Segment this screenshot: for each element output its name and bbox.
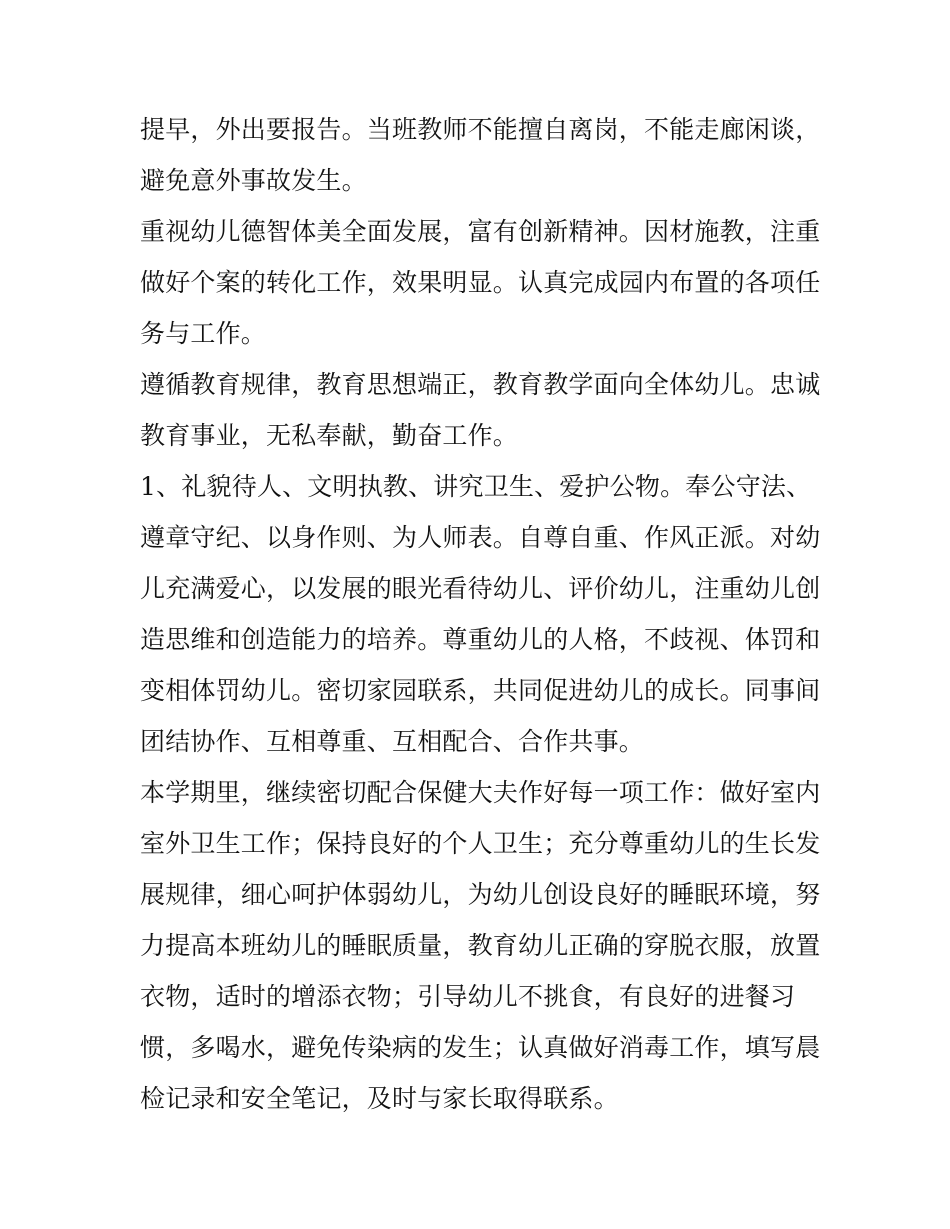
text-line: 本学期里，继续密切配合保健大夫作好每一项工作：做好室内 — [140, 778, 821, 807]
text-line: 室外卫生工作；保持良好的个人卫生；充分尊重幼儿的生长发 — [140, 829, 821, 858]
text-line: 儿充满爱心，以发展的眼光看待幼儿、评价幼儿，注重幼儿创 — [140, 574, 821, 603]
text-line: 1、礼貌待人、文明执教、讲究卫生、爱护公物。奉公守法、 — [140, 472, 812, 501]
text-line: 惯，多喝水，避免传染病的发生；认真做好消毒工作，填写晨 — [140, 1033, 821, 1062]
paragraph-5 — [140, 767, 820, 1124]
text-line: 团结协作、互相尊重、互相配合、合作共事。 — [140, 727, 645, 756]
text-line: 做好个案的转化工作，效果明显。认真完成园内布置的各项任 — [140, 268, 821, 297]
paragraph-2 — [140, 206, 820, 359]
document-body — [140, 104, 820, 1124]
text-line: 重视幼儿德智体美全面发展，富有创新精神。因材施教，注重 — [140, 217, 821, 246]
text-line: 检记录和安全笔记，及时与家长取得联系。 — [140, 1084, 619, 1113]
text-line: 造思维和创造能力的培养。尊重幼儿的人格，不歧视、体罚和 — [140, 625, 821, 654]
text-line: 衣物，适时的增添衣物；引导幼儿不挑食，有良好的进餐习 — [140, 982, 796, 1011]
text-line: 教育事业，无私奉献，勤奋工作。 — [140, 421, 519, 450]
text-line: 避免意外事故发生。 — [140, 166, 367, 195]
text-line: 力提高本班幼儿的睡眠质量，教育幼儿正确的穿脱衣服，放置 — [140, 931, 821, 960]
paragraph-4 — [140, 461, 820, 767]
text-line: 提早，外出要报告。当班教师不能擅自离岗，不能走廊闲谈， — [140, 115, 821, 144]
text-line: 变相体罚幼儿。密切家园联系，共同促进幼儿的成长。同事间 — [140, 676, 821, 705]
text-line: 遵章守纪、以身作则、为人师表。自尊自重、作风正派。对幼 — [140, 523, 821, 552]
text-line: 遵循教育规律，教育思想端正，教育教学面向全体幼儿。忠诚 — [140, 370, 821, 399]
paragraph-1 — [140, 104, 820, 206]
text-line: 展规律，细心呵护体弱幼儿，为幼儿创设良好的睡眠环境，努 — [140, 880, 821, 909]
paragraph-3 — [140, 359, 820, 461]
text-line: 务与工作。 — [140, 319, 267, 348]
